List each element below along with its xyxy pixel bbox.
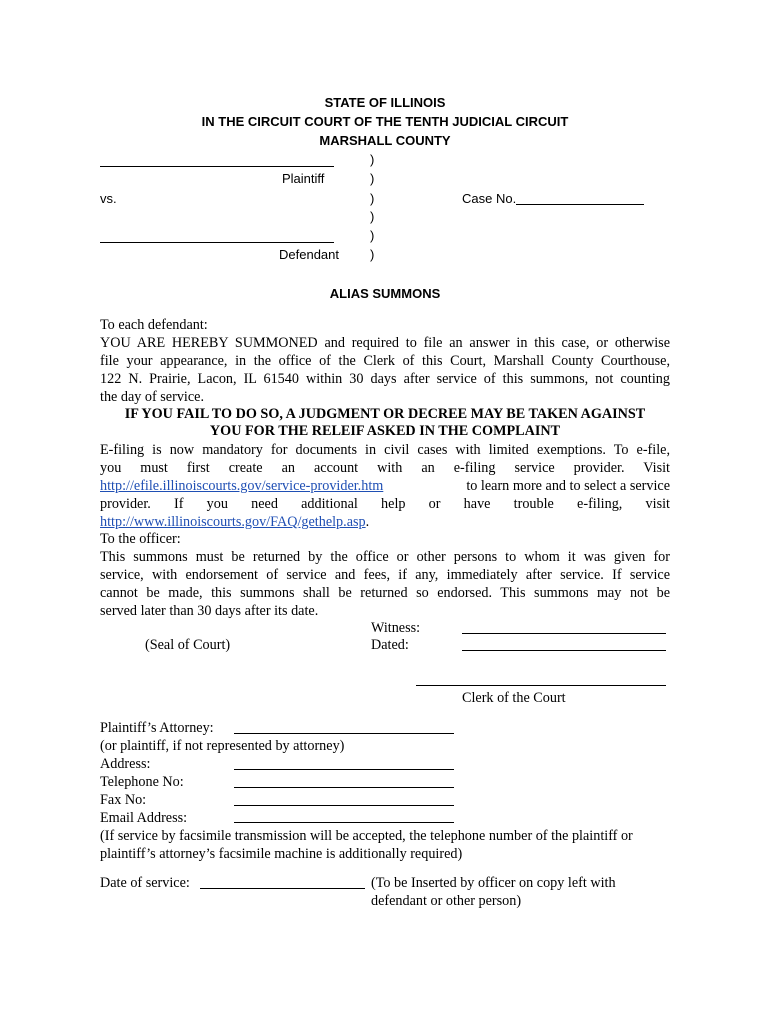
warning-line: IF YOU FAIL TO DO SO, A JUDGMENT OR DECREE MAY BE TAKEN AGAINST <box>124 406 646 422</box>
caption-paren: ) <box>370 247 375 262</box>
caption-paren: ) <box>370 152 375 167</box>
document-title: ALIAS SUMMONS <box>329 286 441 301</box>
efile-period: . <box>365 514 370 530</box>
court-heading: IN THE CIRCUIT COURT OF THE TENTH JUDICIAL CIRCUIT <box>201 114 569 129</box>
clerk-signature-line[interactable] <box>416 685 666 686</box>
efile-provider-link[interactable]: http://efile.illinoiscourts.gov/service-provider.htm <box>100 478 384 494</box>
caption-paren: ) <box>370 191 375 206</box>
efile-text-rest: to learn more and to select a service <box>466 478 670 494</box>
summons-text-line: 122 N. Prairie, Lacon, IL 61540 within 30 days after service of this summons, not counting <box>100 371 670 387</box>
caption-paren: ) <box>370 209 375 224</box>
summons-text-line: YOU ARE HEREBY SUMMONED and required to file an answer in this case, or otherwise <box>100 335 670 351</box>
caption-paren: ) <box>370 228 375 243</box>
county-heading: MARSHALL COUNTY <box>319 133 451 148</box>
fax-label: Fax No: <box>100 792 147 808</box>
date-of-service-line[interactable] <box>200 888 365 889</box>
efile-help-line <box>100 513 670 531</box>
officer-text-line: service, with endorsement of service and fees, if any, immediately after service. If service <box>100 567 670 583</box>
email-line[interactable] <box>234 822 454 823</box>
fax-note-line: plaintiff’s attorney’s facsimile machine is additionally required) <box>100 846 463 862</box>
summons-text-line: file your appearance, in the office of the Clerk of this Court, Marshall County Courthouse, <box>100 353 670 369</box>
telephone-label: Telephone No: <box>100 774 184 790</box>
case-no-line[interactable] <box>516 204 644 205</box>
efile-link-line <box>100 477 670 495</box>
efile-text-line: E-filing is now mandatory for documents in civil cases with limited exemptions. To e-file, <box>100 442 670 458</box>
efile-text-line: provider. If you need additional help or have trouble e-filing, visit <box>100 496 670 512</box>
plaintiff-label: Plaintiff <box>282 171 325 186</box>
caption-paren: ) <box>370 171 375 186</box>
to-officer: To the officer: <box>100 531 181 547</box>
efile-help-link[interactable]: http://www.illinoiscourts.gov/FAQ/gethelp.asp <box>100 514 366 530</box>
fax-line[interactable] <box>234 805 454 806</box>
defendant-name-line[interactable] <box>100 242 334 243</box>
clerk-label: Clerk of the Court <box>462 690 566 706</box>
officer-text-line: cannot be made, this summons shall be returned so endorsed. This summons may not be <box>100 585 670 601</box>
dated-line[interactable] <box>462 650 666 651</box>
officer-text-line: This summons must be returned by the office or other persons to whom it was given for <box>100 549 670 565</box>
to-defendant: To each defendant: <box>100 317 208 333</box>
seal-label: (Seal of Court) <box>145 637 231 653</box>
case-no-label: Case No. <box>462 191 517 206</box>
vs-label: vs. <box>100 191 117 206</box>
address-label: Address: <box>100 756 151 772</box>
summons-text-line: the day of service. <box>100 389 204 405</box>
defendant-label: Defendant <box>279 247 339 262</box>
address-line[interactable] <box>234 769 454 770</box>
service-note-line: defendant or other person) <box>371 893 522 909</box>
email-label: Email Address: <box>100 810 188 826</box>
attorney-line[interactable] <box>234 733 454 734</box>
efile-text-line: you must first create an account with an e-filing service provider. Visit <box>100 460 670 476</box>
plaintiff-name-line[interactable] <box>100 166 334 167</box>
date-of-service-label: Date of service: <box>100 875 190 891</box>
telephone-line[interactable] <box>234 787 454 788</box>
or-plaintiff-note: (or plaintiff, if not represented by attorney) <box>100 738 345 754</box>
dated-label: Dated: <box>371 637 409 653</box>
fax-note-line: (If service by facsimile transmission will be accepted, the telephone number of the plaintiff or <box>100 828 633 844</box>
attorney-label: Plaintiff’s Attorney: <box>100 720 214 736</box>
witness-line[interactable] <box>462 633 666 634</box>
witness-label: Witness: <box>371 620 421 636</box>
state-heading: STATE OF ILLINOIS <box>324 95 446 110</box>
officer-text-line: served later than 30 days after its date. <box>100 603 319 619</box>
service-note-line: (To be Inserted by officer on copy left with <box>371 875 616 891</box>
warning-line: YOU FOR THE RELEIF ASKED IN THE COMPLAINT <box>209 423 561 439</box>
